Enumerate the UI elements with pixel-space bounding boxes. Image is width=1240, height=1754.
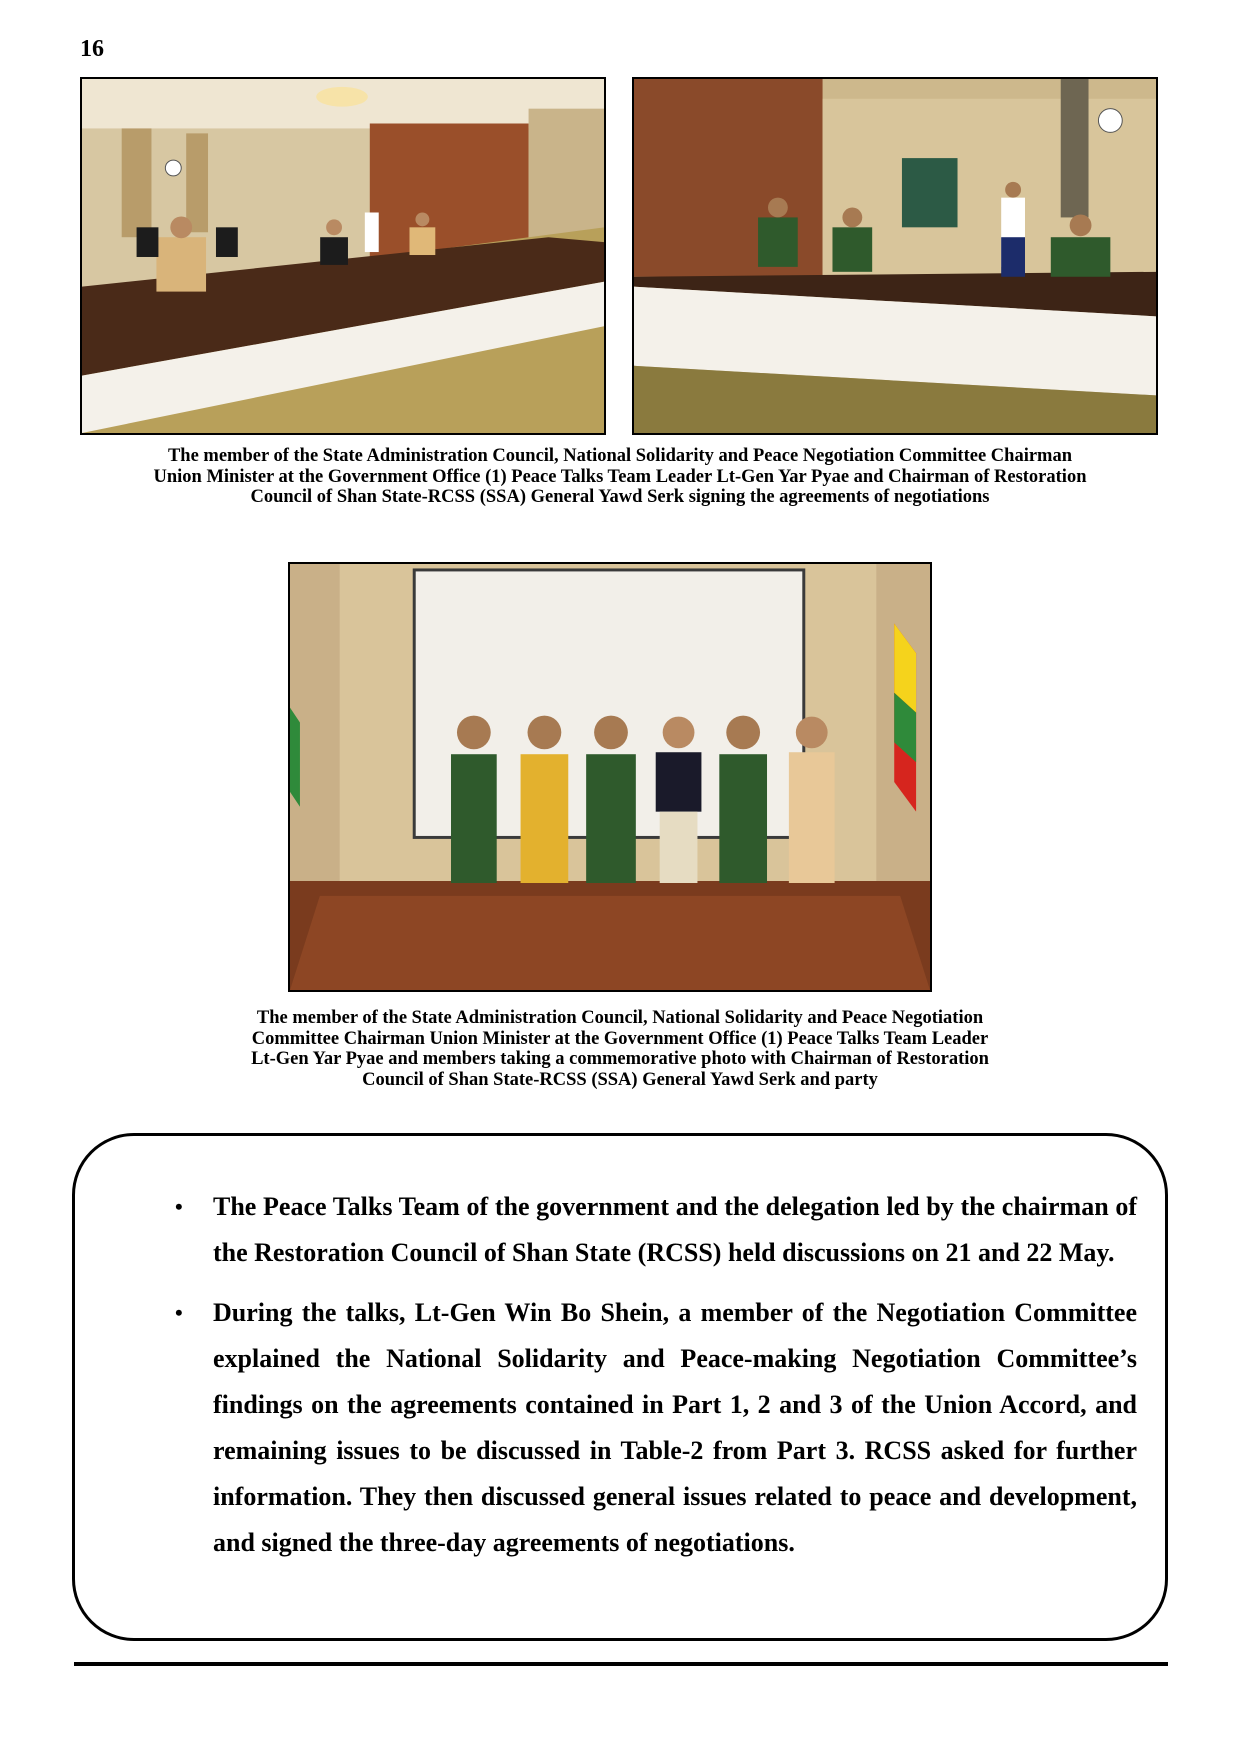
caption-top-line: The member of the State Administration Council, National Solidarity and Peace Negotiation Committee Chairman <box>167 446 1073 466</box>
info-list-item <box>103 1290 1137 1566</box>
page-number: 16 <box>80 36 104 62</box>
info-list <box>103 1184 1137 1580</box>
signing-photo-left-image <box>82 79 604 433</box>
caption-top-line: Council of Shan State-RCSS (SSA) General Yawd Serk signing the agreements of negotiations <box>250 487 990 507</box>
signing-photo-right-image <box>634 79 1156 433</box>
signing-photo-right <box>632 77 1158 435</box>
group-photo <box>288 562 932 992</box>
info-list-item-text: The Peace Talks Team of the government and the delegation led by the chairman of the Restoration Council of Shan State (RCSS) held discussions on 21 and 22 May. <box>213 1192 1137 1267</box>
group-photo-image <box>290 564 930 990</box>
caption-middle-line: Committee Chairman Union Minister at the Government Office (1) Peace Talks Team Leader <box>251 1028 989 1049</box>
caption-middle-line: Lt-Gen Yar Pyae and members taking a commemorative photo with Chairman of Restoration <box>251 1049 989 1069</box>
caption-top-line: Union Minister at the Government Office (1) Peace Talks Team Leader Lt-Gen Yar Pyae and Chairman of Restoration <box>153 466 1087 487</box>
caption-top <box>90 446 1150 508</box>
info-box <box>72 1133 1168 1641</box>
signing-photo-left <box>80 77 606 435</box>
bullet-icon: • <box>175 1194 183 1219</box>
bullet-icon: • <box>175 1300 183 1325</box>
caption-middle-line: Council of Shan State-RCSS (SSA) General Yawd Serk and party <box>362 1069 878 1090</box>
caption-middle <box>90 1008 1150 1090</box>
info-list-item <box>103 1184 1137 1276</box>
info-list-item-text: During the talks, Lt-Gen Win Bo Shein, a member of the Negotiation Committee explained the National Solidarity and Peace-making Negotiation Committee’s findings on the agreements contained in Part 1, 2 and 3 of the Union Accord, and remaining issues to be discussed in Table-2 from Part 3. RCSS asked for further information. They then discussed general issues related to peace and development, and signed the three-day agreements of negotiations. <box>213 1298 1137 1557</box>
caption-middle-line: The member of the State Administration Council, National Solidarity and Peace Negotiation <box>256 1008 984 1028</box>
bottom-divider <box>74 1662 1168 1666</box>
